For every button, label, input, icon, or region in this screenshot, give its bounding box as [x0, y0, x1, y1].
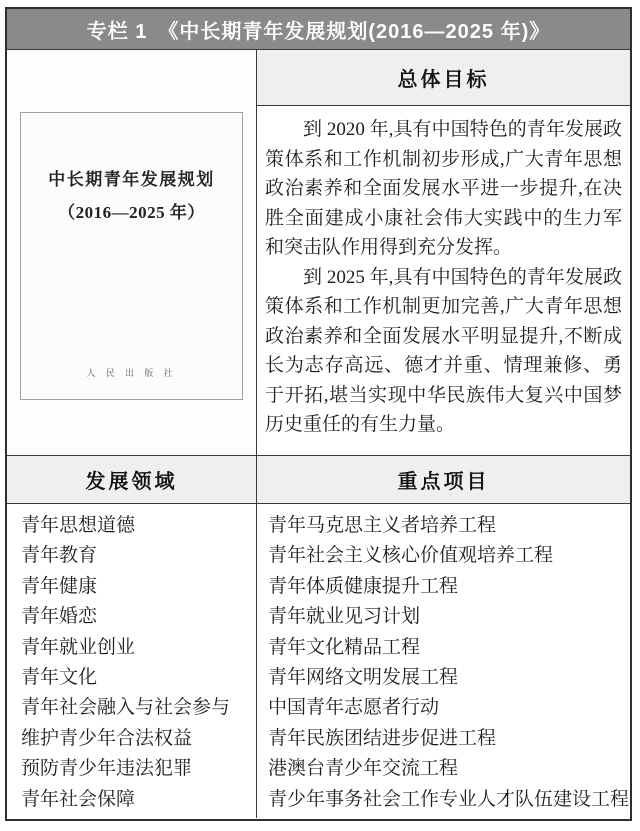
development-area-item: 青年就业创业 — [21, 636, 136, 658]
development-area-item: 青年文化 — [21, 667, 98, 689]
goals-paragraph-2025: 到 2025 年,具有中国特色的青年发展政策体系和工作机制更加完善,广大青年思想政治素养和全面发展水平明显提升,不断成长为志存高远、德才并重、情理兼修、勇于开拓,堪当实现中华民族伟大复兴中国梦历史重任的有生力量。 — [265, 266, 622, 435]
book-cover-image — [20, 112, 243, 400]
top-section — [7, 50, 630, 456]
key-project-item: 青年民族团结进步促进工程 — [268, 727, 497, 749]
key-project-item: 港澳台青少年交流工程 — [268, 758, 459, 780]
key-project-item: 青年社会主义核心价值观培养工程 — [268, 545, 554, 567]
key-project-item: 青年体质健康提升工程 — [268, 575, 459, 597]
development-area-item: 维护青少年合法权益 — [21, 727, 193, 749]
panel — [5, 7, 632, 821]
book-publisher: 人 民 出 版 社 — [86, 368, 177, 378]
goals-heading: 总体目标 — [257, 50, 630, 106]
key-project-item: 青少年事务社会工作专业人才队伍建设工程 — [268, 788, 630, 810]
table-header-row — [7, 456, 630, 504]
book-title-line2: （2016—2025 年） — [58, 203, 205, 222]
goals-paragraph-2020: 到 2020 年,具有中国特色的青年发展政策体系和工作机制初步形成,广大青年思想政治素养和全面发展水平进一步提升,在决胜全面建成小康社会伟大实践中的生力军和突击队作用得到充分发挥。 — [265, 119, 622, 258]
development-areas-list — [7, 504, 257, 818]
key-project-item: 青年就业见习计划 — [268, 606, 421, 628]
column-header-development-areas: 发展领域 — [7, 456, 257, 503]
development-area-item: 青年健康 — [21, 575, 98, 597]
book-title-line1: 中长期青年发展规划 — [48, 170, 215, 189]
key-project-item: 青年文化精品工程 — [268, 636, 421, 658]
development-area-item: 青年婚恋 — [21, 606, 98, 628]
key-projects-list — [257, 504, 630, 818]
panel-title: 专栏 1 《中长期青年发展规划(2016—2025 年)》 — [7, 9, 630, 50]
goals-body — [257, 106, 630, 455]
column-header-key-projects: 重点项目 — [397, 471, 490, 493]
development-area-item: 青年社会保障 — [21, 788, 136, 810]
development-area-item: 青年思想道德 — [21, 515, 136, 536]
key-project-item: 青年马克思主义者培养工程 — [268, 515, 497, 536]
goals-cell — [257, 50, 630, 455]
development-area-item: 预防青少年违法犯罪 — [21, 758, 193, 780]
development-area-item: 青年社会融入与社会参与 — [21, 697, 231, 719]
table-body — [7, 504, 630, 818]
book-cell — [7, 50, 257, 455]
key-project-item: 中国青年志愿者行动 — [268, 697, 440, 719]
key-project-item: 青年网络文明发展工程 — [268, 667, 459, 689]
development-area-item: 青年教育 — [21, 545, 98, 567]
